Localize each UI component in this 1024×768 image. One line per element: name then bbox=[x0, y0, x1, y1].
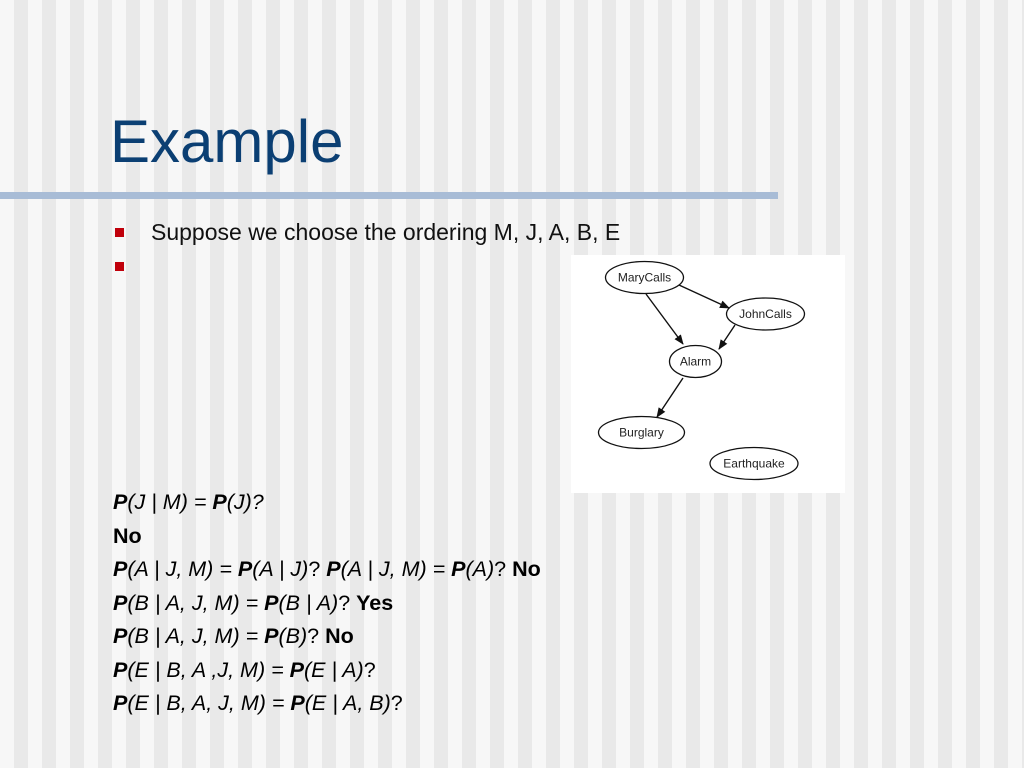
square-bullet-icon bbox=[115, 228, 124, 237]
node-label: JohnCalls bbox=[739, 307, 792, 321]
math-text: Yes bbox=[356, 590, 394, 615]
question-line bbox=[113, 520, 713, 554]
math-text: P bbox=[113, 624, 128, 648]
edge-alarm-burglary bbox=[657, 378, 683, 417]
node-label: Burglary bbox=[619, 425, 664, 440]
math-text: (E | B, A, J, M) = bbox=[127, 691, 291, 715]
node-burglary bbox=[599, 417, 685, 449]
math-text: P bbox=[113, 490, 128, 514]
math-text: No bbox=[325, 624, 354, 648]
node-marycalls bbox=[606, 262, 684, 294]
bayes-network-diagram bbox=[571, 255, 845, 493]
math-text: (A | J, M) = bbox=[127, 557, 238, 581]
node-alarm bbox=[670, 346, 722, 378]
math-text: ? bbox=[338, 590, 357, 615]
bullet-item bbox=[112, 216, 732, 250]
math-text: P bbox=[290, 691, 305, 715]
math-text: (B) bbox=[278, 624, 308, 648]
math-text: P bbox=[113, 557, 128, 581]
square-bullet-icon bbox=[115, 262, 124, 271]
node-label: Alarm bbox=[679, 354, 712, 369]
math-text: P bbox=[237, 557, 253, 581]
math-text: P bbox=[264, 590, 279, 615]
math-text: (B | A) bbox=[278, 590, 339, 615]
math-text: (A) bbox=[465, 557, 495, 581]
math-text: P bbox=[451, 557, 466, 581]
math-text: (B | A, J, M) = bbox=[127, 624, 265, 648]
math-text: ? bbox=[307, 624, 326, 648]
question-line bbox=[113, 553, 713, 587]
slide-title: Example bbox=[110, 108, 344, 175]
math-text: P bbox=[113, 590, 128, 615]
question-line bbox=[113, 587, 713, 621]
question-line bbox=[113, 486, 713, 520]
edge-marycalls-alarm bbox=[646, 294, 683, 344]
math-text: No bbox=[113, 523, 142, 548]
math-text: (J | M) = bbox=[127, 490, 213, 514]
edge-marycalls-johncalls bbox=[679, 285, 729, 308]
math-text: P bbox=[264, 624, 279, 648]
math-text: (E | A, B) bbox=[304, 691, 391, 715]
math-text: P bbox=[326, 557, 341, 581]
independence-questions bbox=[113, 486, 713, 721]
bullet-text: Suppose we choose the ordering M, J, A, B, E bbox=[151, 219, 621, 245]
math-text: (A | J) bbox=[252, 557, 309, 581]
node-label: MaryCalls bbox=[617, 270, 672, 285]
math-text: P bbox=[113, 691, 128, 715]
math-text: P bbox=[289, 657, 304, 682]
math-text: P bbox=[212, 490, 227, 514]
math-text: (A | J, M) = bbox=[340, 557, 452, 581]
question-line bbox=[113, 687, 713, 721]
math-text: ? bbox=[308, 557, 327, 581]
math-text: (E | A) bbox=[303, 657, 364, 682]
node-earthquake bbox=[710, 448, 798, 480]
question-line bbox=[113, 654, 713, 688]
math-text: ? bbox=[363, 657, 376, 682]
math-text: (B | A, J, M) = bbox=[127, 590, 265, 615]
math-text: No bbox=[512, 557, 541, 581]
node-label: Earthquake bbox=[723, 456, 785, 471]
math-text: ? bbox=[494, 557, 513, 581]
math-text: ? bbox=[390, 691, 403, 715]
math-text: (J)? bbox=[226, 490, 264, 514]
math-text: P bbox=[113, 657, 128, 682]
question-line bbox=[113, 620, 713, 654]
math-text: (E | B, A ,J, M) = bbox=[127, 657, 290, 682]
node-johncalls bbox=[727, 298, 805, 330]
title-underline bbox=[0, 192, 778, 199]
edge-johncalls-alarm bbox=[719, 325, 735, 349]
